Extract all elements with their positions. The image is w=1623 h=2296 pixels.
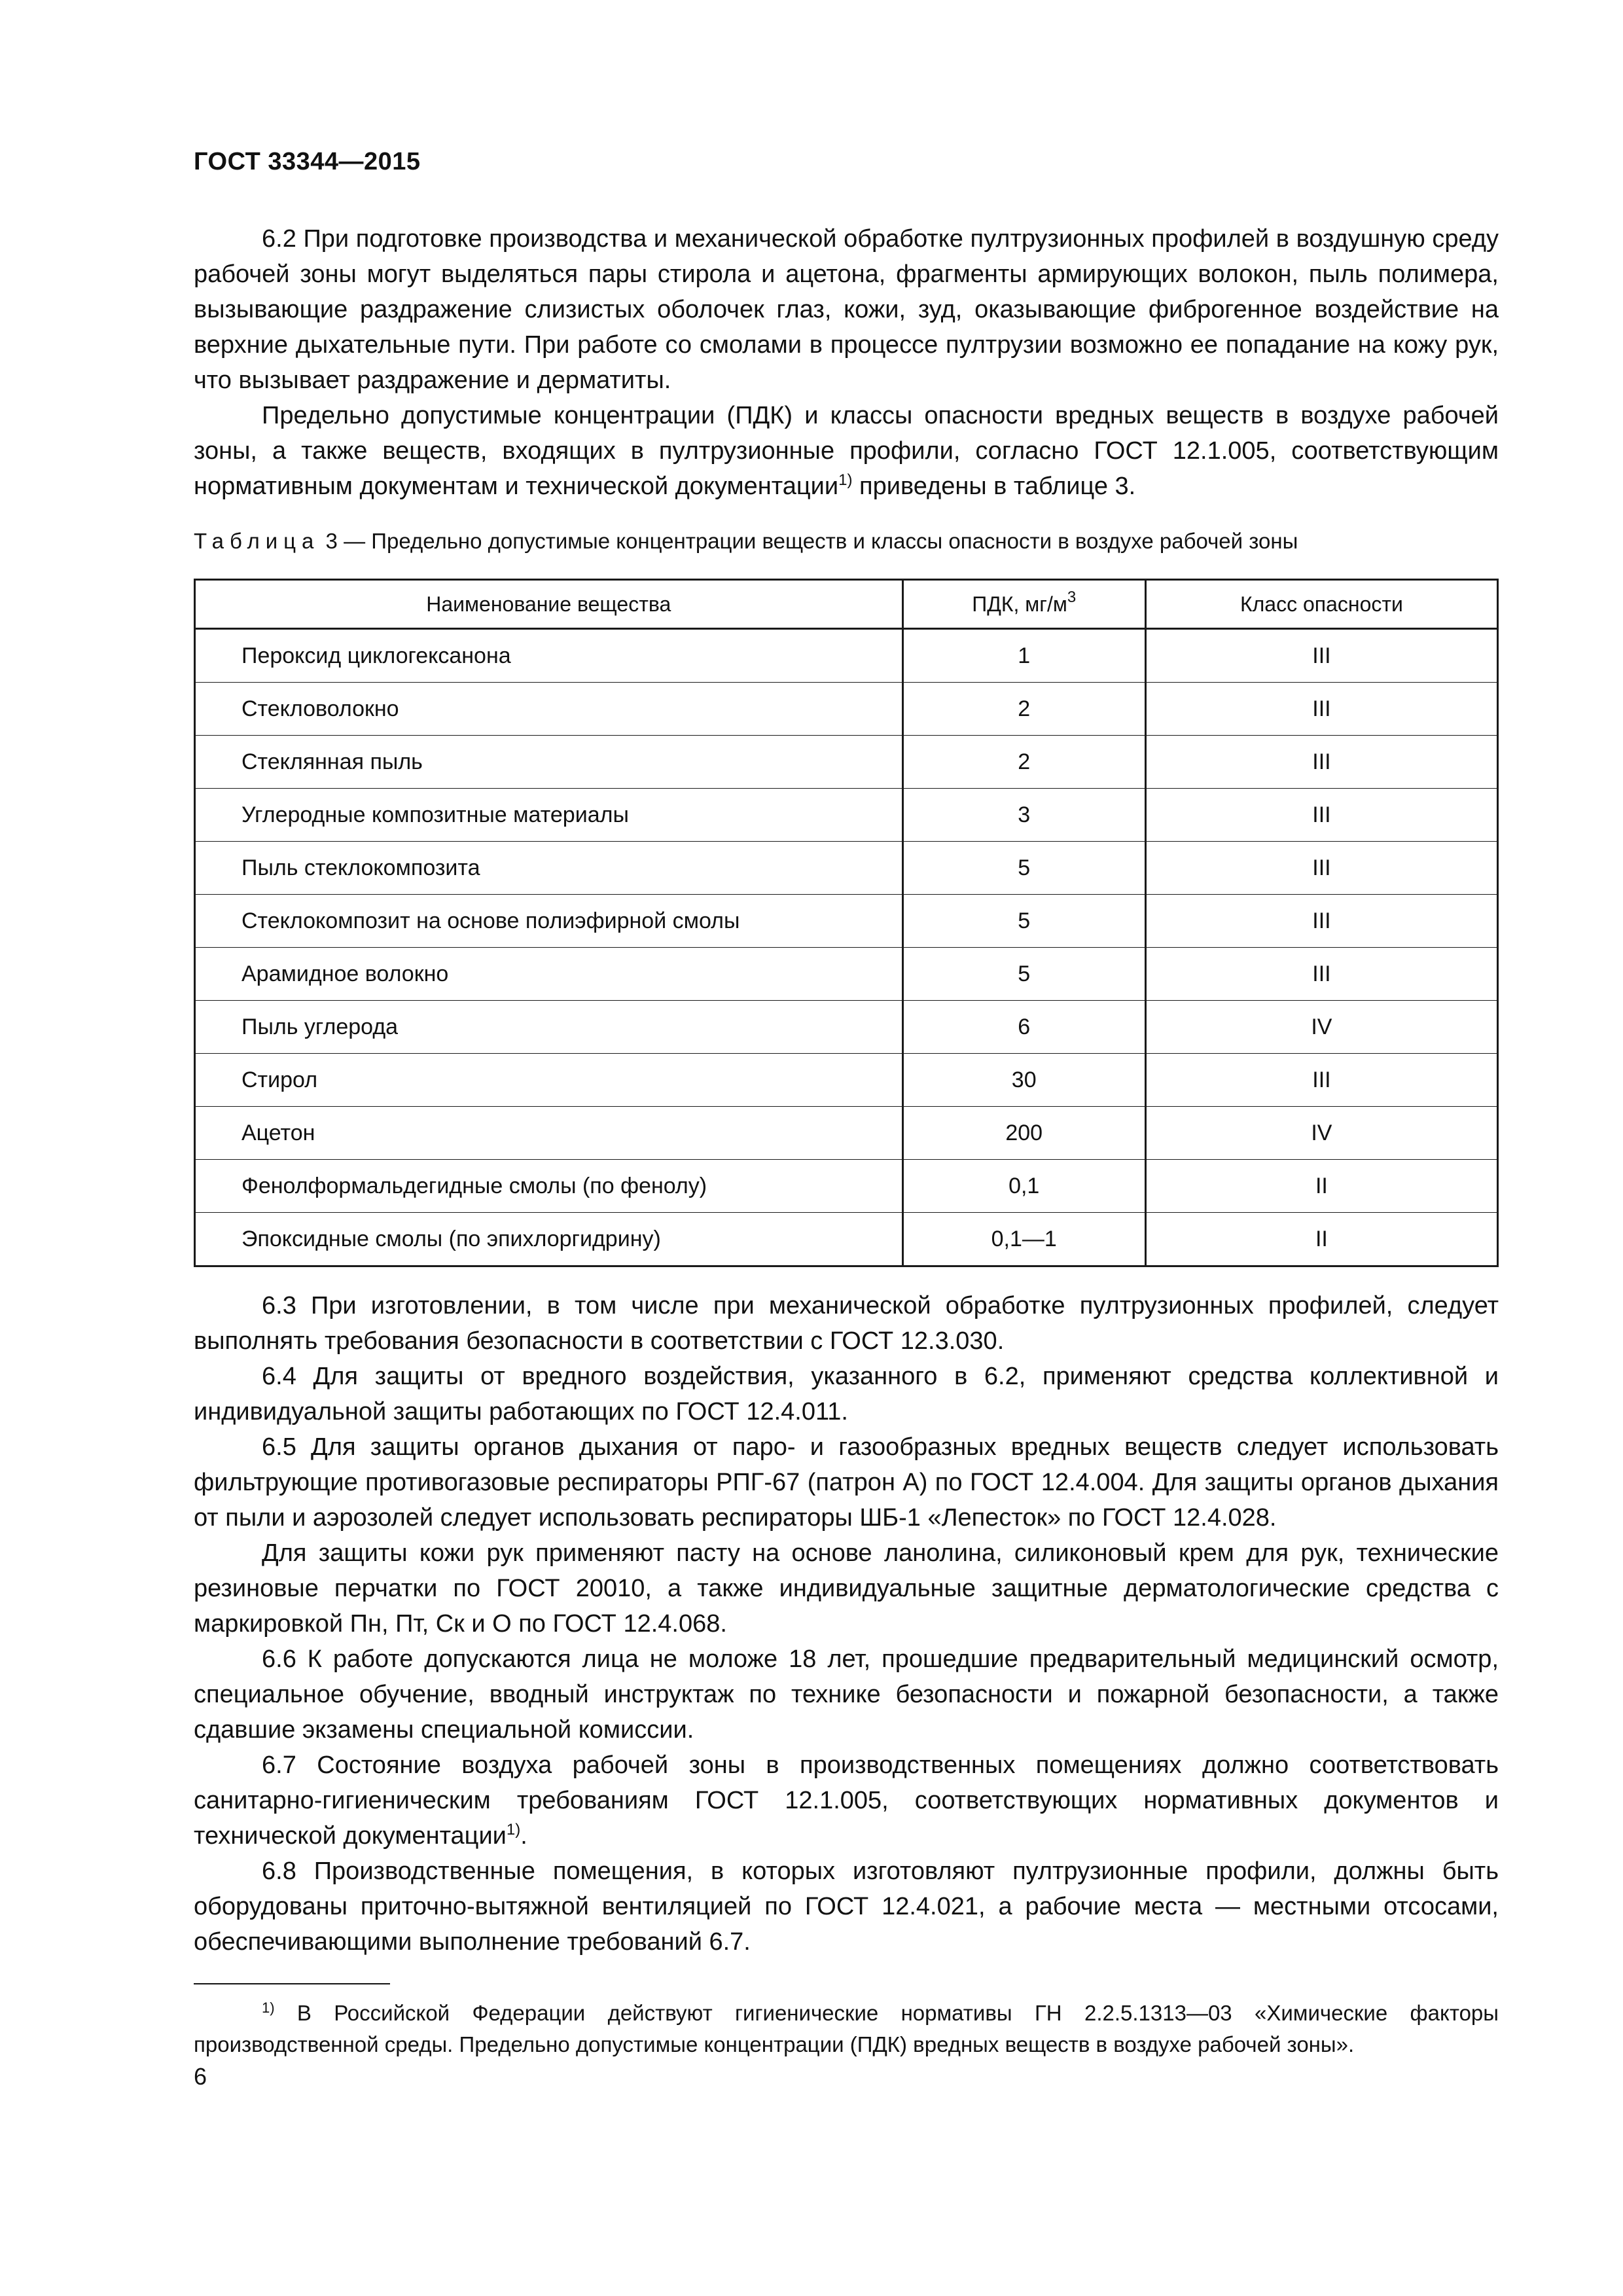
table-caption — [194, 529, 1503, 554]
paragraph-6-4: 6.4 Для защиты от вредного воздействия, указанного в 6.2, применяют средства коллективной и индивидуальной защиты работающих по ГОСТ 12.4.011. — [194, 1363, 1499, 1426]
cell-pdk: 2 — [902, 736, 1145, 789]
cell-class: IV — [1145, 1107, 1497, 1160]
text: Предельно допустимые концентрации (ПДК) и классы опасности вредных веществ в воздухе рабочей зоны, а также веществ, входящих в пултрузионные профили, согласно ГОСТ 12.1.005, соответствующим нормативным документам и технической документации — [194, 402, 1499, 500]
table-row — [195, 948, 1498, 1001]
footnote-marker: 1) — [262, 2000, 275, 2016]
cell-class: III — [1145, 842, 1497, 895]
cell-name: Фенолформальдегидные смолы (по фенолу) — [195, 1160, 903, 1213]
footnote-ref: 1) — [838, 471, 853, 489]
cell-pdk: 1 — [902, 629, 1145, 683]
cell-pdk: 5 — [902, 895, 1145, 948]
table-caption-text: 3 — Предельно допустимые концентрации веществ и классы опасности в воздухе рабочей зоны — [319, 529, 1298, 553]
table-row — [195, 1160, 1498, 1213]
paragraph-pdk-intro — [194, 398, 1499, 504]
cell-pdk: 30 — [902, 1054, 1145, 1107]
cell-name: Пероксид циклогексанона — [195, 629, 903, 683]
cell-class: II — [1145, 1160, 1497, 1213]
cell-class: IV — [1145, 1001, 1497, 1054]
cell-name: Стирол — [195, 1054, 903, 1107]
paragraph-6-3: 6.3 При изготовлении, в том числе при механической обработке пултрузионных профилей, следует выполнять требования безопасности в соответствии с ГОСТ 12.3.030. — [194, 1292, 1499, 1355]
cell-pdk: 0,1—1 — [902, 1213, 1145, 1266]
footnote-separator — [194, 1983, 390, 1984]
header-pdk-sup: 3 — [1067, 588, 1077, 606]
section-6-2 — [194, 221, 1499, 504]
table-row — [195, 629, 1498, 683]
cell-pdk: 200 — [902, 1107, 1145, 1160]
cell-pdk: 5 — [902, 948, 1145, 1001]
table-row — [195, 1054, 1498, 1107]
cell-name: Пыль углерода — [195, 1001, 903, 1054]
cell-name: Эпоксидные смолы (по эпихлоргидрину) — [195, 1213, 903, 1266]
page-number: 6 — [194, 2063, 207, 2090]
cell-pdk: 0,1 — [902, 1160, 1145, 1213]
cell-pdk: 2 — [902, 683, 1145, 736]
table-row — [195, 736, 1498, 789]
cell-class: III — [1145, 789, 1497, 842]
pdk-table — [194, 579, 1499, 1267]
cell-name: Пыль стеклокомпозита — [195, 842, 903, 895]
cell-name: Стеклянная пыль — [195, 736, 903, 789]
table-row — [195, 895, 1498, 948]
footnote-text — [194, 1998, 1499, 2060]
section-6-3-to-6-8 — [194, 1288, 1499, 1960]
footnote-body: В Российской Федерации действуют гигиенические нормативы ГН 2.2.5.1313—03 «Химические факторы производственной среды. Предельно допустимые концентрации (ПДК) вредных веществ в воздухе рабочей зоны». — [194, 2001, 1499, 2056]
table-row — [195, 789, 1498, 842]
paragraph-6-8: 6.8 Производственные помещения, в которых изготовляют пултрузионные профили, должны быть оборудованы приточно-вытяжной вентиляцией по ГОСТ 12.4.021, а рабочие места — местными отсосами, обеспечивающими выполнение требований 6.7. — [194, 1857, 1499, 1956]
table-row — [195, 842, 1498, 895]
paragraph-6-6: 6.6 К работе допускаются лица не моложе 18 лет, прошедшие предварительный медицинский осмотр, специальное обучение, вводный инструктаж по технике безопасности и пожарной безопасности, а также сдавшие экзамены специальной комиссии. — [194, 1645, 1499, 1744]
paragraph-6-7 — [194, 1748, 1499, 1854]
cell-name: Стеклокомпозит на основе полиэфирной смолы — [195, 895, 903, 948]
cell-class: III — [1145, 895, 1497, 948]
table-row — [195, 683, 1498, 736]
header-class: Класс опасности — [1145, 580, 1497, 629]
table-row — [195, 1001, 1498, 1054]
paragraph-6-2: 6.2 При подготовке производства и механической обработке пултрузионных профилей в воздушную среду рабочей зоны могут выделяться пары стирола и ацетона, фрагменты армирующих волокон, пыль полимера, вызывающие раздражение слизистых оболочек глаз, кожи, зуд, оказывающие фиброгенное воздействие на верхние дыхательные пути. При работе со смолами в процессе пултрузии возможно ее попадание на кожу рук, что вызывает раздражение и дерматиты. — [194, 225, 1499, 394]
cell-class: II — [1145, 1213, 1497, 1266]
text: 6.7 Состояние воздуха рабочей зоны в производственных помещениях должно соответствовать санитарно-гигиеническим требованиям ГОСТ 12.1.005, соответствующих нормативных документов и технической документации — [194, 1751, 1499, 1850]
text: . — [520, 1822, 527, 1850]
paragraph-6-5-skin: Для защиты кожи рук применяют пасту на основе ланолина, силиконовый крем для рук, технические резиновые перчатки по ГОСТ 20010, а также индивидуальные защитные дерматологические средства с маркировкой Пн, Пт, Ск и О по ГОСТ 12.4.068. — [194, 1539, 1499, 1638]
cell-name: Стекловолокно — [195, 683, 903, 736]
cell-class: III — [1145, 1054, 1497, 1107]
footnote — [194, 1998, 1499, 2060]
table-header-row — [195, 580, 1498, 629]
cell-name: Арамидное волокно — [195, 948, 903, 1001]
cell-pdk: 3 — [902, 789, 1145, 842]
cell-class: III — [1145, 948, 1497, 1001]
header-substance: Наименование вещества — [195, 580, 903, 629]
document-header: ГОСТ 33344—2015 — [194, 148, 421, 175]
table-row — [195, 1213, 1498, 1266]
cell-class: III — [1145, 683, 1497, 736]
cell-name: Ацетон — [195, 1107, 903, 1160]
table-row — [195, 1107, 1498, 1160]
cell-class: III — [1145, 736, 1497, 789]
header-pdk — [902, 580, 1145, 629]
table-caption-word: Таблица — [194, 529, 320, 553]
paragraph-6-5: 6.5 Для защиты органов дыхания от паро- и газообразных вредных веществ следует использовать фильтрующие противогазовые респираторы РПГ-67 (патрон А) по ГОСТ 12.4.004. Для защиты органов дыхания от пыли и аэрозолей следует использовать респираторы ШБ-1 «Лепесток» по ГОСТ 12.4.028. — [194, 1433, 1499, 1532]
cell-pdk: 5 — [902, 842, 1145, 895]
cell-class: III — [1145, 629, 1497, 683]
cell-pdk: 6 — [902, 1001, 1145, 1054]
cell-name: Углеродные композитные материалы — [195, 789, 903, 842]
footnote-ref: 1) — [506, 1821, 521, 1839]
text: приведены в таблице 3. — [852, 473, 1136, 500]
header-pdk-label: ПДК, мг/м — [972, 592, 1067, 616]
